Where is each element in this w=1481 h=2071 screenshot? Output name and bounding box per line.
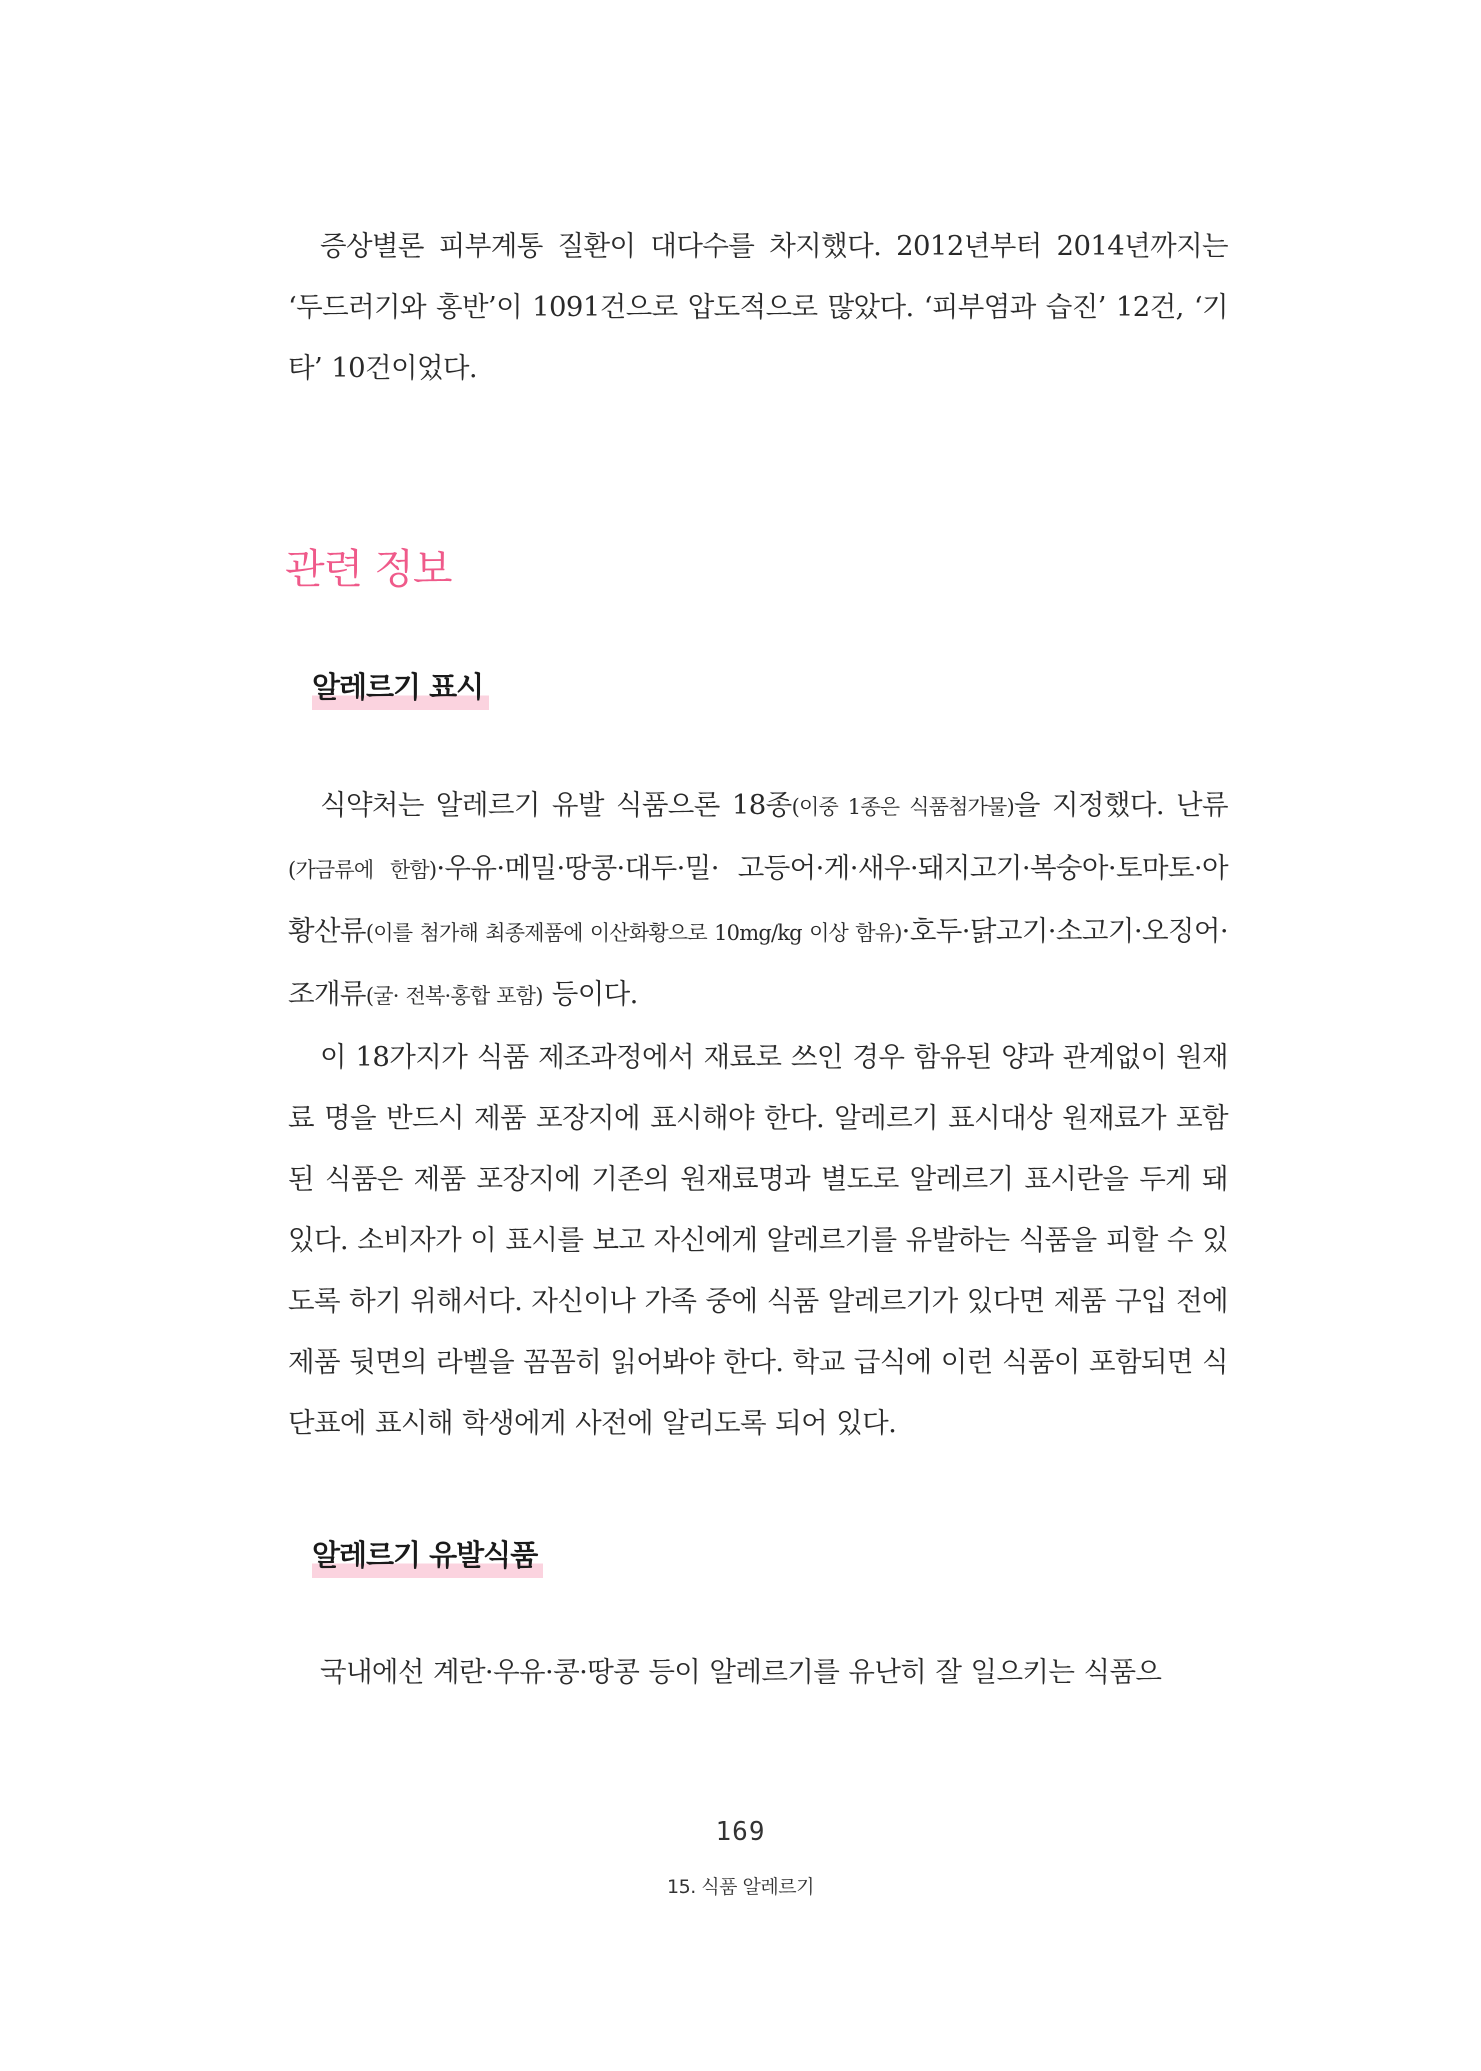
text-span: 식약처는 알레르기 유발 식품으론 18종 bbox=[320, 789, 792, 821]
intro-paragraph: 증상별론 피부계통 질환이 대다수를 차지했다. 2012년부터 2014년까지는 ‘두드러기와 홍반’이 1091건으로 압도적으로 많았다. ‘피부염과 습진’ 12건, ‘기타’ 10건이었다. bbox=[288, 230, 1228, 384]
text-span: ·호두·닭고기·소고기·오징어·조개류 bbox=[288, 915, 1228, 1010]
intro-block bbox=[288, 216, 1228, 399]
note-span: (이중 1종은 식품첨가물) bbox=[791, 795, 1014, 819]
allergy-foods-block bbox=[288, 1642, 1228, 1703]
text-span: ·우유·메밀·땅콩·대두·밀· 고등어·게·새우·돼지고기·복숭아·토마토·아황산류 bbox=[288, 852, 1228, 947]
allergy-label-paragraph-1 bbox=[288, 775, 1228, 1027]
allergy-label-paragraph-2: 이 18가지가 식품 제조과정에서 재료로 쓰인 경우 함유된 양과 관계없이 원재료 명을 반드시 제품 포장지에 표시해야 한다. 알레르기 표시대상 원재료가 포함된 식품은 제품 포장지에 기존의 원재료명과 별도로 알레르기 표시란을 두게 돼 있다. 소비자가 이 표시를 보고 자신에게 알레르기를 유발하는 식품을 피할 수 있도록 하기 위해서다. 자신이나 가족 중에 식품 알레르기가 있다면 제품 구입 전에 제품 뒷면의 라벨을 꼼꼼히 읽어봐야 한다. 학교 급식에 이런 식품이 포함되면 식단표에 표시해 학생에게 사전에 알리도록 되어 있다. bbox=[288, 1041, 1228, 1439]
allergy-label-block bbox=[288, 775, 1228, 1454]
note-span: (가금류에 한함) bbox=[288, 858, 437, 882]
section-title: 관련 정보 bbox=[285, 545, 452, 593]
note-span: (이를 첨가해 최종제품에 이산화황으로 10mg/kg 이상 함유) bbox=[365, 921, 902, 945]
allergy-label-heading: 알레르기 표시 bbox=[312, 665, 489, 710]
page-number: 169 bbox=[715, 1817, 766, 1847]
text-span: 을 지정했다. 난류 bbox=[1013, 789, 1228, 821]
allergy-foods-paragraph-1: 국내에선 계란·우유·콩·땅콩 등이 알레르기를 유난히 잘 일으키는 식품으 bbox=[320, 1656, 1162, 1688]
chapter-footer: 15. 식품 알레르기 bbox=[667, 1876, 814, 1898]
text-span: 등이다. bbox=[542, 978, 638, 1010]
allergy-foods-heading: 알레르기 유발식품 bbox=[312, 1533, 543, 1578]
note-span: (굴· 전복·홍합 포함) bbox=[365, 984, 543, 1008]
